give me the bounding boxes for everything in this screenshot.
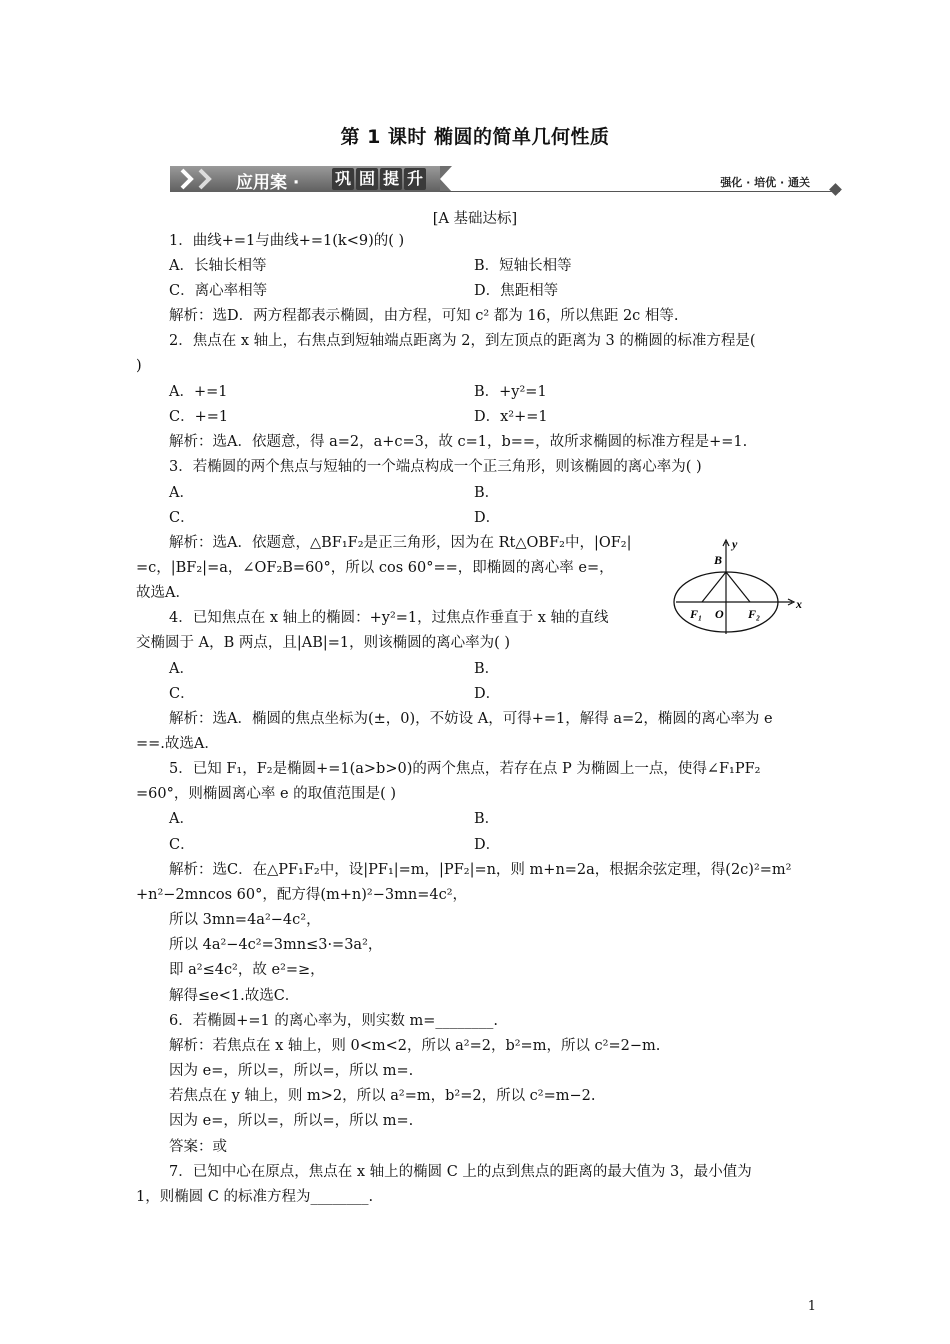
option-c: C．	[169, 510, 195, 526]
banner-rule	[440, 191, 840, 192]
solution-text: 解析：选A．椭圆的焦点坐标为(±，0)，不妨设 A，可得+=1，解得 a=2，椭圆的离心率为 e	[169, 711, 773, 727]
option-b: B．	[474, 485, 500, 501]
question-text: 1，则椭圆 C 的标准方程为________.	[136, 1189, 374, 1205]
chevron-right-icon	[196, 168, 218, 190]
solution-text: 所以 4a²−4c²=3mn≤3·=3a²，	[169, 937, 383, 953]
solution-text: 所以 3mn=4a²−4c²，	[169, 912, 321, 928]
banner-box: 巩	[332, 168, 354, 190]
page-title: 第 1 课时 椭圆的简单几何性质	[340, 126, 610, 148]
solution-text: 故选A．	[136, 585, 190, 601]
option-a: A．	[169, 811, 194, 827]
solution-text: 即 a²≤4c²，故 e²=≥，	[169, 962, 325, 978]
banner-box: 提	[380, 168, 402, 190]
option-a: A．+=1	[169, 384, 228, 400]
banner-box-group	[332, 168, 426, 190]
segment-bf2	[726, 572, 750, 602]
label-f2: F₂	[748, 607, 761, 621]
solution-text: ==.故选A．	[136, 736, 219, 752]
question-text: 2．焦点在 x 轴上，右焦点到短轴端点距离为 2，到左顶点的距离为 3 的椭圆的标准方程是(	[169, 333, 756, 349]
banner-label: 应用案 ·	[236, 173, 300, 193]
label-o: O	[715, 607, 724, 621]
question-text: 3．若椭圆的两个焦点与短轴的一个端点构成一个正三角形，则该椭圆的离心率为( )	[169, 459, 702, 475]
question-text: 1．曲线+=1与曲线+=1(k<9)的( )	[169, 233, 405, 249]
banner-box: 固	[356, 168, 378, 190]
solution-text: 解析：选C．在△PF₁F₂中，设|PF₁|=m，|PF₂|=n，则 m+n=2a，根据余弦定理，得(2c)²=m²	[169, 862, 792, 878]
solution-text: 解析：若焦点在 x 轴上，则 0<m<2，所以 a²=2，b²=m，所以 c²=2−m.	[169, 1038, 661, 1054]
solution-text: +n²−2mncos 60°，配方得(m+n)²−3mn=4c²，	[136, 887, 468, 903]
option-c: C．	[169, 686, 195, 702]
label-b: B	[714, 553, 723, 567]
option-c: C．离心率相等	[169, 283, 268, 299]
option-a: A．长轴长相等	[169, 258, 267, 274]
solution-text: 解析：选A．依题意，得 a=2，a+c=3，故 c=1，b==，故所求椭圆的标准方程是+=1.	[169, 434, 748, 450]
option-b: B．短轴长相等	[474, 258, 572, 274]
option-d: D．	[474, 510, 501, 526]
solution-text: 解析：选D．两方程都表示椭圆，由方程，可知 c² 都为 16，所以焦距 2c 相等.	[169, 308, 679, 324]
solution-text: 解析：选A．依题意，△BF₁F₂是正三角形，因为在 Rt△OBF₂中，|OF₂|	[169, 535, 632, 551]
option-a: A．	[169, 661, 194, 677]
solution-text: 因为 e=，所以=，所以=，所以 m=.	[169, 1113, 414, 1129]
solution-text: 若焦点在 y 轴上，则 m>2，所以 a²=m，b²=2，所以 c²=m−2.	[169, 1088, 596, 1104]
question-text: 7．已知中心在原点，焦点在 x 轴上的椭圆 C 上的点到焦点的距离的最大值为 3，最小值为	[169, 1164, 752, 1180]
solution-text: 因为 e=，所以=，所以=，所以 m=.	[169, 1063, 414, 1079]
label-f1: F₁	[690, 607, 703, 621]
banner-tail	[440, 166, 452, 192]
section-banner	[170, 166, 840, 194]
segment-bf1	[702, 572, 726, 602]
question-text: 6．若椭圆+=1 的离心率为，则实数 m=________.	[169, 1013, 498, 1029]
option-d: D．x²+=1	[474, 409, 548, 425]
diamond-icon	[829, 183, 842, 196]
option-c: C．	[169, 837, 195, 853]
option-b: B．	[474, 811, 500, 827]
option-d: D．	[474, 686, 501, 702]
question-text: 4．已知焦点在 x 轴上的椭圆：+y²=1，过焦点作垂直于 x 轴的直线	[169, 610, 609, 626]
solution-text: 解得≤e<1.故选C．	[169, 988, 300, 1004]
question-text: =60°，则椭圆离心率 e 的取值范围是( )	[136, 786, 397, 802]
question-text: 5．已知 F₁，F₂是椭圆+=1(a>b>0)的两个焦点，若存在点 P 为椭圆上一点，使得∠F₁PF₂	[169, 761, 761, 777]
ellipse-diagram	[668, 536, 808, 636]
option-b: B．+y²=1	[474, 384, 547, 400]
section-heading: [A 基础达标]	[432, 211, 518, 227]
label-y: y	[732, 537, 738, 551]
solution-text: =c，|BF₂|=a，∠OF₂B=60°，所以 cos 60°==，即椭圆的离心率 e=，	[136, 560, 614, 576]
banner-tagline: 强化 · 培优 · 通关	[720, 176, 810, 189]
option-c: C．+=1	[169, 409, 229, 425]
page-number: 1	[807, 1299, 816, 1314]
question-text: )	[136, 358, 142, 374]
answer-text: 答案：或	[169, 1139, 227, 1155]
option-d: D．	[474, 837, 501, 853]
question-text: 交椭圆于 A，B 两点，且|AB|=1，则该椭圆的离心率为( )	[136, 635, 511, 651]
option-d: D．焦距相等	[474, 283, 559, 299]
label-x: x	[796, 597, 802, 611]
option-a: A．	[169, 485, 194, 501]
banner-box: 升	[404, 168, 426, 190]
option-b: B．	[474, 661, 500, 677]
